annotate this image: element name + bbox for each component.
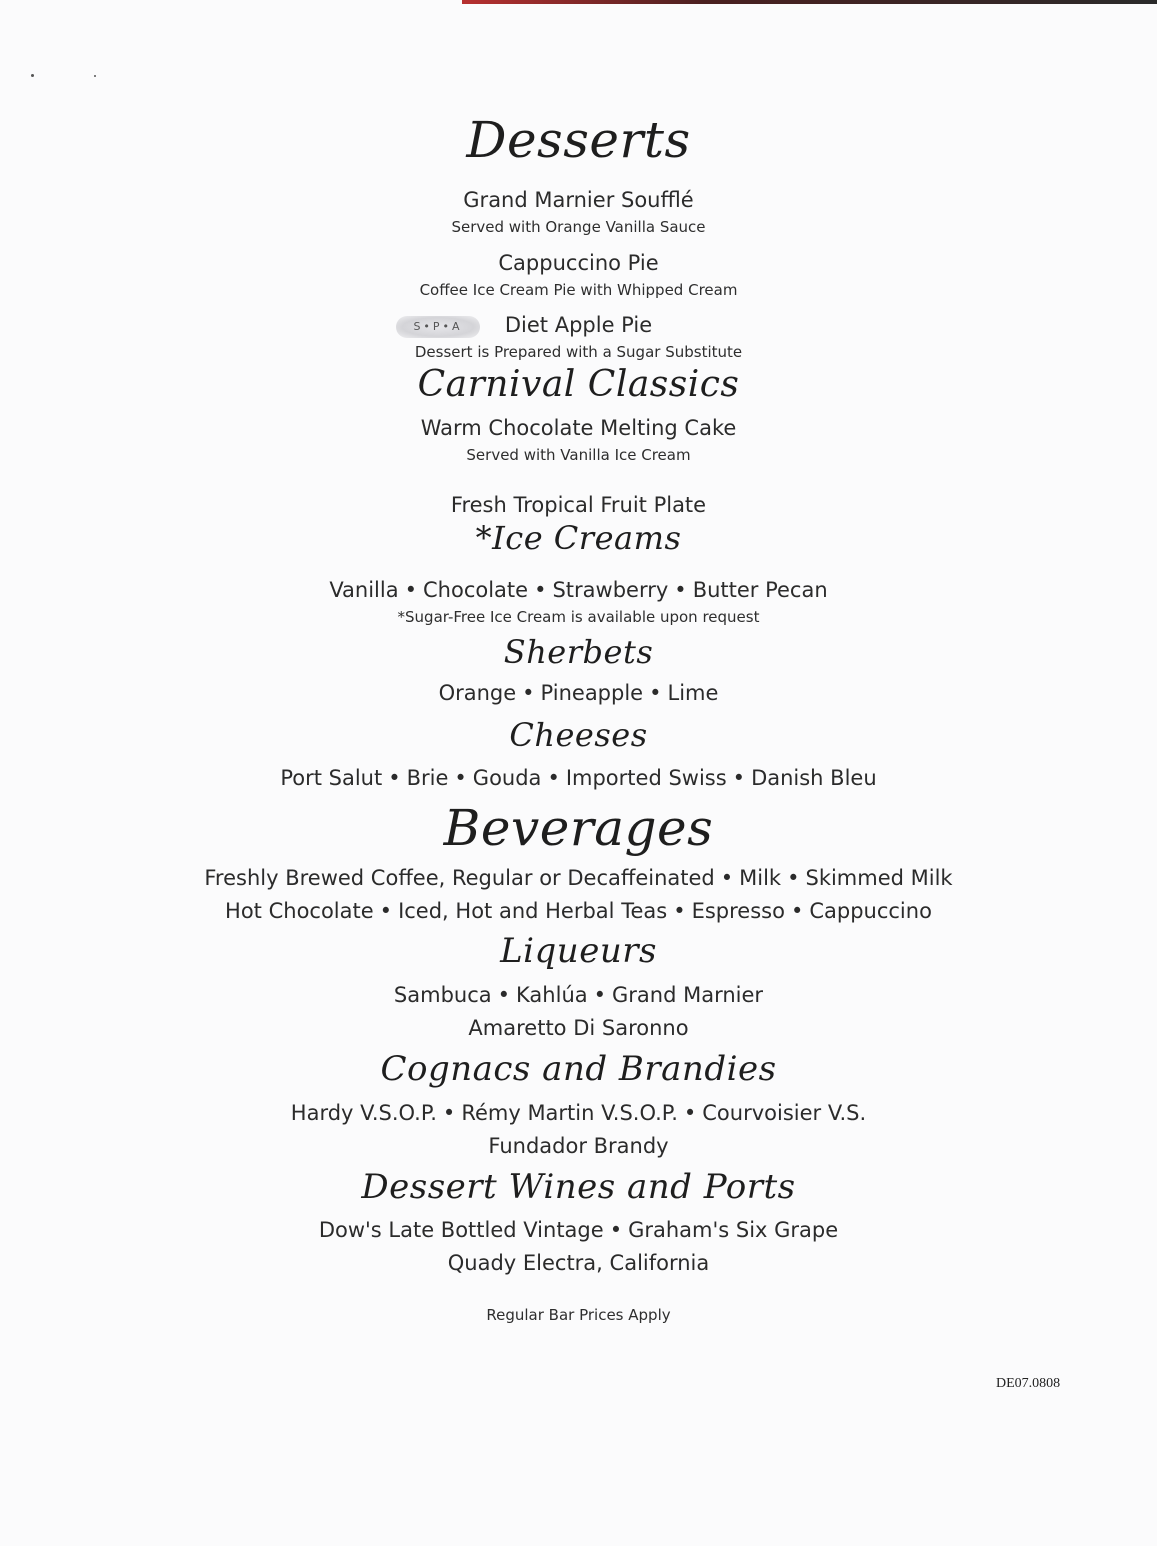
separator: • [790,899,804,923]
separator: • [547,766,560,790]
separator: • [674,578,687,602]
classic-name: Fresh Tropical Fruit Plate [450,493,707,517]
flavor: Chocolate [423,578,529,602]
liqueurs-heading: Liqueurs [500,931,657,971]
ice-cream-flavors [0,578,1157,602]
separator: • [649,681,662,705]
flavor: Orange [438,681,517,705]
separator: • [720,866,734,890]
flavor: Pineapple [540,681,644,705]
cheese: Brie [406,766,449,790]
separator: • [609,1218,623,1242]
dessert-name: Cappuccino Pie [498,251,659,275]
cognacs-heading: Cognacs and Brandies [380,1049,777,1089]
separator: • [732,766,746,790]
flavor: Strawberry [552,578,669,602]
separator: • [404,578,417,602]
separator: • [388,766,401,790]
beverage: Milk [739,866,782,890]
beverage: Espresso [691,899,785,923]
separator: • [442,1101,456,1125]
dessert-description: Coffee Ice Cream Pie with Whipped Cream [419,281,738,299]
flavor: Butter Pecan [692,578,828,602]
beverage: Skimmed Milk [805,866,953,890]
beverage-row [0,866,1157,890]
sherbet-flavors [0,681,1157,705]
liqueur-row [0,983,1157,1007]
classic-name: Warm Chocolate Melting Cake [420,416,737,440]
ice-creams-heading: *Ice Creams [475,519,682,557]
separator: • [522,681,535,705]
cheese: Danish Bleu [751,766,877,790]
cognac-row [0,1101,1157,1125]
separator: • [454,766,467,790]
separator: • [683,1101,697,1125]
ice-cream-note: *Sugar-Free Ice Cream is available upon request [397,608,760,626]
dessert-description: Dessert is Prepared with a Sugar Substitute [414,343,743,361]
wine-row: Quady Electra, California [447,1251,710,1275]
beverage: Hot Chocolate [225,899,374,923]
beverage: Iced, Hot and Herbal Teas [398,899,668,923]
dessert-name: Diet Apple Pie [504,313,653,337]
carnival-classics-heading: Carnival Classics [417,364,740,405]
dessert-description: Served with Orange Vanilla Sauce [451,218,706,236]
wine-row [0,1218,1157,1242]
sherbets-heading: Sherbets [503,633,654,671]
beverage: Cappuccino [809,899,932,923]
cheese: Imported Swiss [565,766,727,790]
speck-mark [31,74,34,77]
liqueur: Grand Marnier [612,983,764,1007]
cheeses-heading: Cheeses [509,716,648,754]
speck-mark [94,75,96,77]
cognac-row: Fundador Brandy [488,1134,669,1158]
separator: • [673,899,686,923]
beverages-heading: Beverages [443,799,714,857]
document-code: DE07.0808 [996,1376,1061,1391]
cognac: Rémy Martin V.S.O.P. [461,1101,678,1125]
liqueur: Kahlúa [516,983,588,1007]
separator: • [534,578,547,602]
beverage: Freshly Brewed Coffee, Regular or Decaffeinated [204,866,715,890]
classic-description: Served with Vanilla Ice Cream [466,446,691,464]
separator: • [497,983,511,1007]
liqueur: Sambuca [393,983,492,1007]
spa-badge: S•P•A [396,316,480,338]
beverage-row [0,899,1157,923]
bar-prices-note: Regular Bar Prices Apply [486,1306,671,1324]
flavor: Lime [667,681,719,705]
cognac: Hardy V.S.O.P. [290,1101,437,1125]
cheese: Port Salut [280,766,383,790]
separator: • [379,899,393,923]
liqueur-row: Amaretto Di Saronno [468,1016,689,1040]
desserts-heading: Desserts [466,111,691,169]
separator: • [787,866,800,890]
dessert-name: Grand Marnier Soufflé [463,188,694,212]
top-rule [462,0,1157,4]
cognac: Courvoisier V.S. [702,1101,867,1125]
wine: Graham's Six Grape [628,1218,839,1242]
separator: • [593,983,607,1007]
cheese-list [0,766,1157,790]
flavor: Vanilla [329,578,399,602]
dessert-wines-heading: Dessert Wines and Ports [361,1167,796,1207]
cheese: Gouda [472,766,542,790]
wine: Dow's Late Bottled Vintage [318,1218,604,1242]
